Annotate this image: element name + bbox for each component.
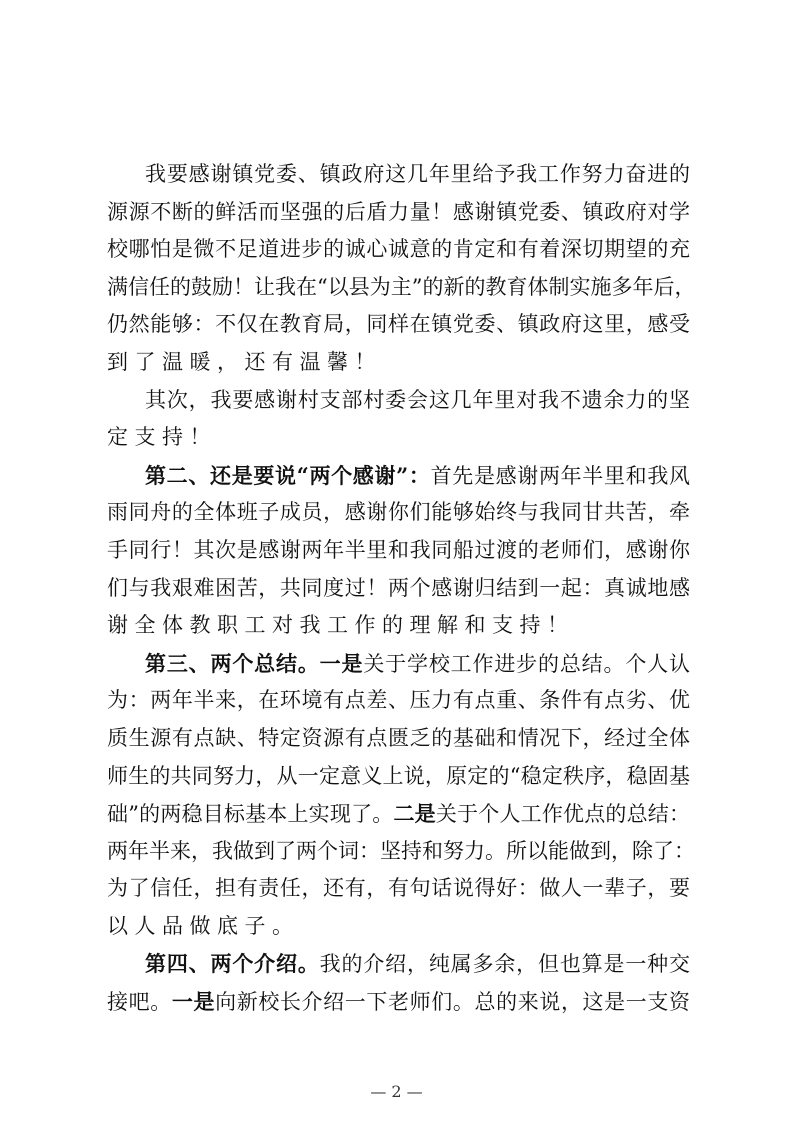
bold-text-run: 第二、还是要说“两个感谢”：: [145, 462, 431, 488]
text-line: [107, 570, 690, 608]
text-line: [107, 682, 690, 720]
text-line: [107, 645, 690, 683]
text-line: [107, 457, 690, 495]
page-number: — 2 —: [370, 1082, 423, 1101]
text-line: [107, 231, 690, 269]
text-run: 关于个人工作优点的总结：: [435, 802, 690, 827]
text-run: 到了温暖，还有温馨！: [107, 349, 382, 374]
text-run: 关于学校工作进步的总结。个人认: [363, 651, 691, 676]
text-run: 其次，我要感谢村支部村委会这几年里对我不遗余力的坚: [145, 387, 690, 412]
text-run: 们与我艰难困苦，共同度过！两个感谢归结到一起：真诚地感: [107, 575, 690, 600]
text-line: [107, 833, 695, 871]
text-run: 定支持！: [107, 425, 217, 450]
text-run: 谢全体教职工对我工作的理解和支持！: [107, 613, 575, 638]
text-line: [107, 382, 690, 420]
text-run: 为了信任，担有责任，还有，有句话说得好：做人一辈子，要: [107, 876, 690, 901]
text-run: 两年半来，我做到了两个词：坚持和努力。所以能做到，除了：: [107, 838, 695, 863]
text-line: [107, 945, 690, 983]
text-line: [107, 720, 690, 758]
text-run: 以人品做底子。: [107, 913, 300, 938]
bold-text-run: 第三、两个总结。一是: [145, 650, 364, 676]
text-line: [107, 870, 690, 908]
text-run: 校哪怕是微不足道进步的诚心诚意的肯定和有着深切期望的充: [107, 237, 690, 262]
text-run: 手同行！其次是感谢两年半里和我同船过渡的老师们，感谢你: [107, 537, 690, 562]
text-run: 我的介绍，纯属多余，但也算是一种交: [319, 952, 691, 977]
text-run: 雨同舟的全体班子成员，感谢你们能够始终与我同甘共苦，牵: [107, 500, 690, 525]
text-line: [107, 194, 690, 232]
text-line: [107, 306, 690, 344]
text-line: [107, 795, 690, 833]
text-run: 源源不断的鲜活而坚强的后盾力量！感谢镇党委、镇政府对学: [107, 199, 690, 224]
text-line: [107, 269, 696, 307]
text-line: [107, 908, 690, 946]
document-body: [107, 156, 696, 1021]
text-line: [107, 494, 690, 532]
text-line: [107, 532, 690, 570]
bold-text-run: 第四、两个介绍。: [145, 951, 320, 977]
text-line: [107, 983, 690, 1021]
text-run: 向新校长介绍一下老师们。总的来说，这是一支资: [215, 990, 691, 1015]
text-run: 满信任的鼓励！让我在“以县为主”的新的教育体制实施多年后，: [107, 274, 696, 299]
text-line: [107, 156, 690, 194]
text-line: [107, 419, 690, 457]
text-run: 础”的两稳目标基本上实现了。: [107, 802, 394, 827]
text-run: 我要感谢镇党委、镇政府这几年里给予我工作努力奋进的: [145, 162, 690, 186]
text-run: 首先是感谢两年半里和我风: [430, 463, 690, 488]
text-line: [107, 607, 690, 645]
text-line: [107, 758, 690, 796]
text-run: 为：两年半来，在环境有点差、压力有点重、条件有点劣、优: [107, 688, 690, 713]
text-run: 质生源有点缺、特定资源有点匮乏的基础和情况下，经过全体: [107, 725, 690, 750]
text-run: 接吧。: [107, 990, 172, 1015]
text-line: [107, 344, 690, 382]
bold-text-run: 二是: [393, 801, 436, 827]
text-run: 仍然能够：不仅在教育局，同样在镇党委、镇政府这里，感受: [107, 312, 690, 337]
text-run: 师生的共同努力，从一定意义上说，原定的“稳定秩序，稳固基: [107, 763, 690, 788]
bold-text-run: 一是: [171, 989, 216, 1015]
